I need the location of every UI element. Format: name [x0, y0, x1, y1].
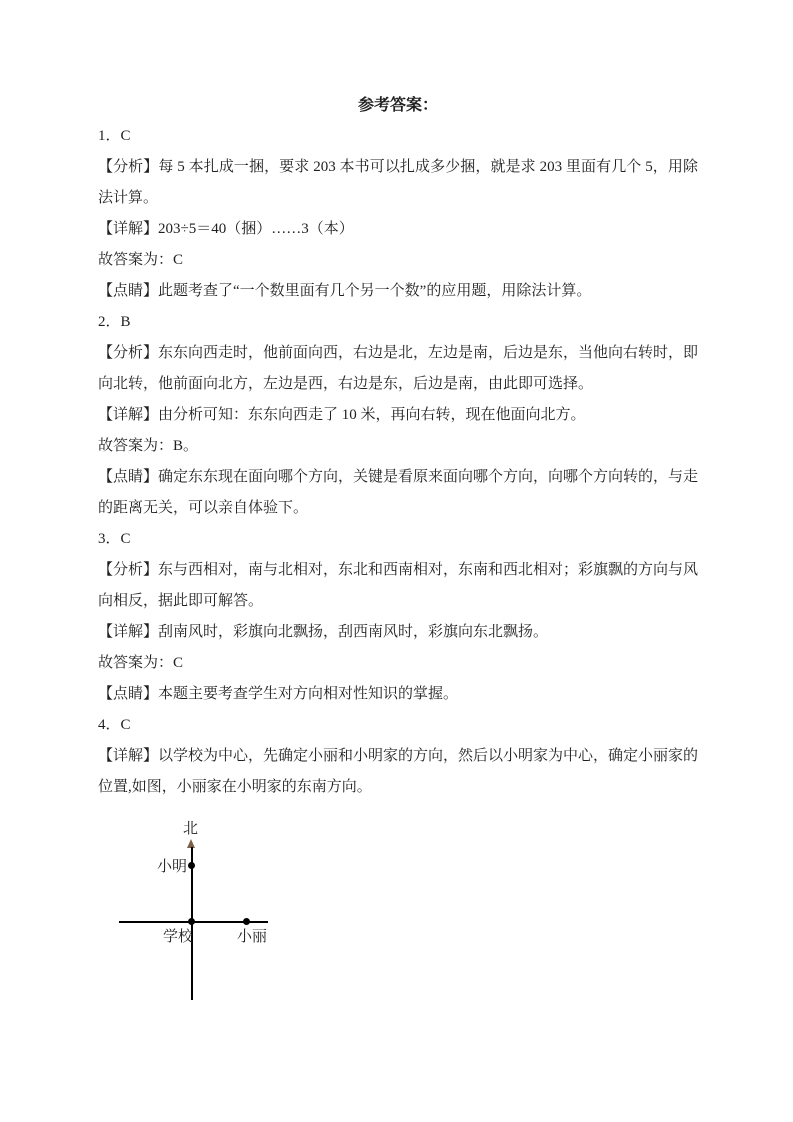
- label-xiaoming: 小明: [157, 859, 188, 875]
- answer-3-number: 3．C: [98, 531, 131, 547]
- answer-2-result: 故答案为：B。: [98, 438, 199, 454]
- answer-3-analysis: 【分析】东与西相对，南与北相对，东北和西南相对，东南和西北相对；彩旗飘的方向与风向相反，据此即可解答。: [98, 562, 699, 609]
- answer-1-result: 故答案为：C: [98, 252, 184, 268]
- answer-1-note: 【点睛】此题考查了“一个数里面有几个另一个数”的应用题，用除法计算。: [98, 283, 592, 299]
- answer-1-analysis: 【分析】每 5 本扎成一捆，要求 203 本书可以扎成多少捆，就是求 203 里面有几个 5，用除法计算。: [98, 159, 698, 206]
- answer-3-solution: 【详解】刮南风时，彩旗向北飘扬，刮西南风时，彩旗向东北飘扬。: [98, 624, 549, 640]
- answer-block-2: [98, 307, 698, 524]
- answer-block-4: [98, 710, 698, 803]
- answer-1-number: 1．C: [98, 128, 131, 144]
- answer-4-number: 4．C: [98, 717, 131, 733]
- point-school: [188, 918, 195, 925]
- point-xiaoming: [188, 862, 195, 869]
- answer-4-solution: 【详解】以学校为中心，先确定小丽和小明家的方向，然后以小明家为中心，确定小丽家的位置,如图，小丽家在小明家的东南方向。: [98, 748, 699, 795]
- answer-2-analysis: 【分析】东东向西走时，他前面向西，右边是北，左边是南，后边是东，当他向右转时，即向北转，他前面向北方，左边是西，右边是东，后边是南，由此即可选择。: [98, 345, 699, 392]
- answer-2-note: 【点睛】确定东东现在面向哪个方向，关键是看原来面向哪个方向，向哪个方向转的，与走的距离无关，可以亲自体验下。: [98, 469, 699, 516]
- direction-diagram: [0, 813, 793, 1023]
- answer-1-solution: 【详解】203÷5＝40（捆）……3（本）: [98, 221, 354, 237]
- label-school: 学校: [163, 929, 194, 945]
- answer-3-note: 【点睛】本题主要考查学生对方向相对性知识的掌握。: [98, 686, 459, 702]
- point-xiaoli: [243, 918, 250, 925]
- answer-block-1: [98, 121, 698, 307]
- label-xiaoli: 小丽: [237, 929, 268, 945]
- page-title: 参考答案：: [357, 97, 438, 114]
- answer-2-solution: 【详解】由分析可知：东东向西走了 10 米，再向右转，现在他面向北方。: [98, 407, 586, 423]
- answer-block-3: [98, 524, 698, 710]
- answer-2-number: 2．B: [98, 314, 131, 330]
- north-label: 北: [183, 821, 199, 837]
- answer-3-result: 故答案为：C: [98, 655, 184, 671]
